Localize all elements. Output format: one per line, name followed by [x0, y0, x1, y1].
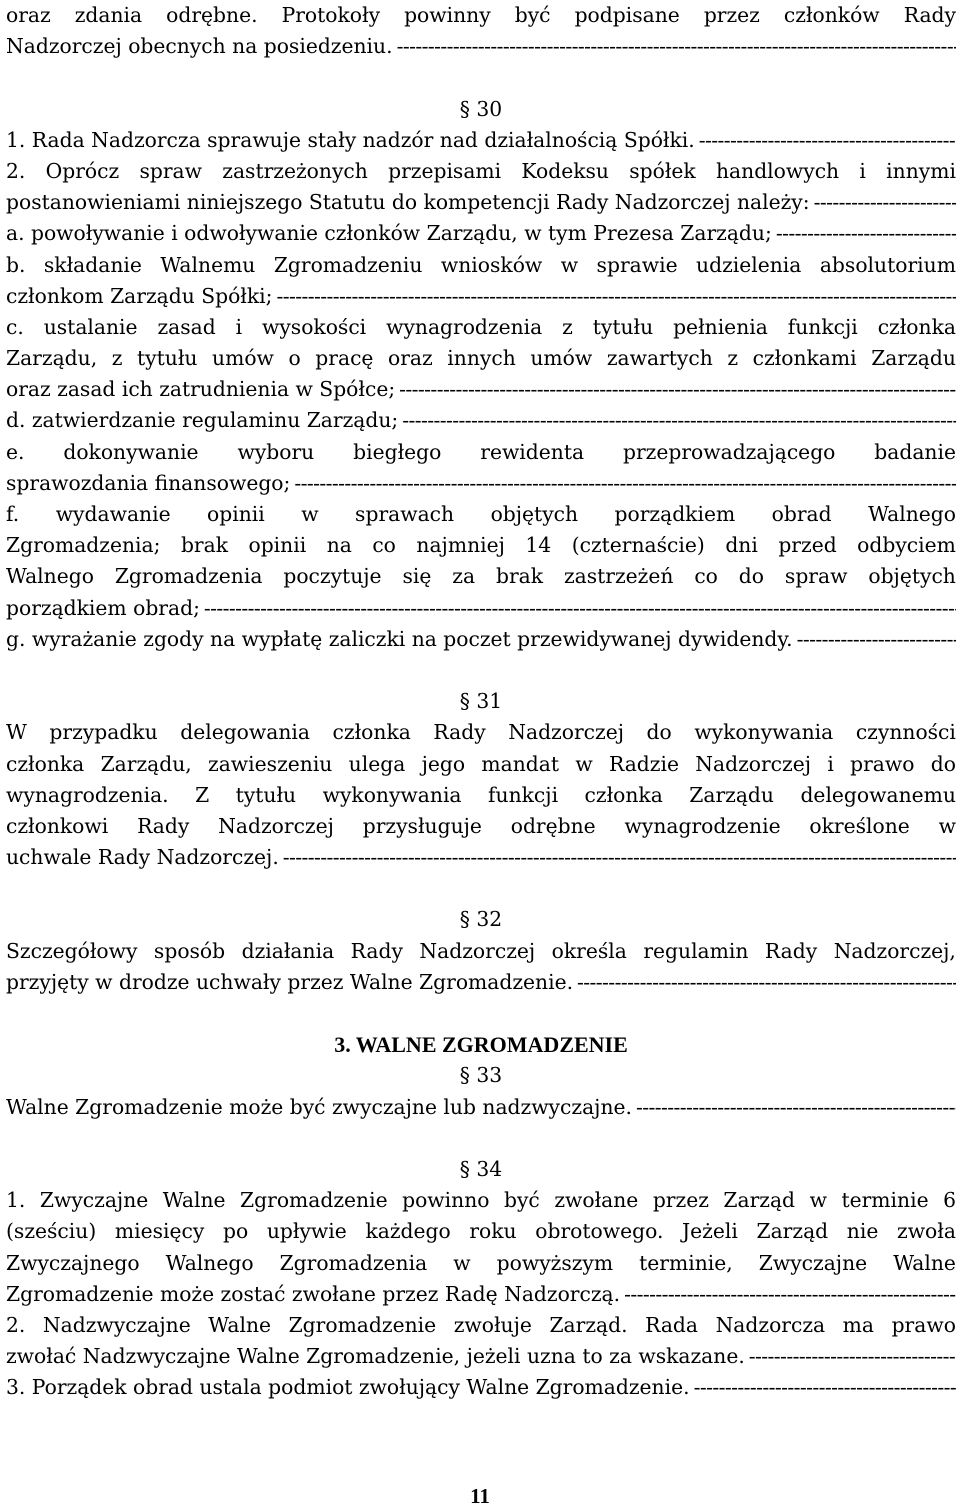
line-text: postanowieniami niniejszego Statutu do kompetencji Rady Nadzorczej należy: — [6, 190, 810, 215]
dash-filler — [620, 1279, 956, 1310]
paragraph-spacer — [6, 998, 956, 1029]
text-line: e. dokonywanie wyboru biegłego rewidenta przeprowadzającego badanie — [6, 439, 956, 464]
dash-filler — [772, 218, 956, 249]
chapter-heading: 3. WALNE ZGROMADZENIE — [334, 1032, 628, 1058]
section-number: § 33 — [459, 1063, 503, 1088]
dash-filler — [393, 31, 956, 62]
dash-filler — [695, 125, 956, 156]
dash-filler — [745, 1341, 956, 1372]
text-line — [6, 374, 956, 405]
text-line — [6, 842, 956, 873]
text-line — [6, 125, 956, 156]
text-line: 1. Zwyczajne Walne Zgromadzenie powinno być zwołane przez Zarząd w terminie 6 — [6, 1188, 956, 1213]
text-line: oraz zdania odrębne. Protokoły powinny być podpisane przez członków Rady — [6, 3, 956, 27]
dash-filler — [810, 187, 956, 218]
dash-filler — [793, 624, 956, 655]
line-text: a. powoływanie i odwoływanie członków Zarządu, w tym Prezesa Zarządu; — [6, 221, 772, 246]
text-line: członkowi Rady Nadzorczej przysługuje odrębne wynagrodzenie określone w — [6, 813, 956, 838]
text-line: c. ustalanie zasad i wysokości wynagrodzenia z tytułu pełnienia funkcji członka — [6, 314, 956, 339]
text-line — [6, 405, 956, 436]
line-text: sprawozdania finansowego; — [6, 470, 291, 495]
text-line — [6, 1092, 956, 1123]
text-line: W przypadku delegowania członka Rady Nadzorczej do wykonywania czynności — [6, 720, 956, 745]
paragraph — [6, 1185, 956, 1403]
dash-filler — [200, 593, 956, 624]
text-line — [6, 187, 956, 218]
paragraph — [6, 717, 956, 873]
text-line: Szczegółowy sposób działania Rady Nadzorczej określa regulamin Rady Nadzorczej, — [6, 938, 956, 963]
text-line — [6, 31, 956, 62]
text-line — [6, 593, 956, 624]
line-text: g. wyrażanie zgody na wypłatę zaliczki na poczet przewidywanej dywidendy. — [6, 626, 793, 651]
line-text: Nadzorczej obecnych na posiedzeniu. — [6, 34, 393, 59]
text-line: Zwyczajnego Walnego Zgromadzenia w powyższym terminie, Zwyczajne Walne — [6, 1250, 956, 1275]
dash-filler — [279, 842, 956, 873]
line-text: członkom Zarządu Spółki; — [6, 283, 273, 308]
text-line — [6, 624, 956, 655]
text-line: (sześciu) miesięcy po upływie każdego roku obrotowego. Jeżeli Zarząd nie zwoła — [6, 1219, 956, 1244]
dash-filler — [395, 374, 956, 405]
paragraph-spacer — [6, 62, 956, 93]
text-line: Zgromadzenia; brak opinii na co najmniej 14 (czternaście) dni przed odbyciem — [6, 533, 956, 558]
paragraph — [6, 125, 956, 655]
dash-filler — [632, 1092, 956, 1123]
line-text: uchwale Rady Nadzorczej. — [6, 845, 279, 870]
text-line: członka Zarządu, zawieszeniu ulega jego mandat w Radzie Nadzorczej i prawo do — [6, 751, 956, 776]
paragraph — [6, 936, 956, 998]
text-line: f. wydawanie opinii w sprawach objętych porządkiem obrad Walnego — [6, 502, 956, 526]
section-number: § 31 — [459, 689, 503, 714]
line-text: 1. Rada Nadzorcza sprawuje stały nadzór nad działalnością Spółki. — [6, 127, 695, 152]
dash-filler — [290, 468, 956, 499]
section-number: § 34 — [459, 1156, 503, 1181]
text-line — [6, 967, 956, 998]
section-number: § 32 — [459, 907, 503, 932]
text-line: Walnego Zgromadzenia poczytuje się za brak zastrzeżeń co do spraw objętych — [6, 564, 956, 589]
text-line — [6, 1341, 956, 1372]
paragraph-spacer — [6, 655, 956, 686]
text-line — [6, 218, 956, 249]
dash-filler — [573, 967, 956, 998]
line-text: 3. Porządek obrad ustala podmiot zwołujący Walne Zgromadzenie. — [6, 1375, 690, 1400]
text-line — [6, 1372, 956, 1403]
line-text: Zgromadzenie może zostać zwołane przez Radę Nadzorczą. — [6, 1281, 621, 1306]
paragraph-spacer — [6, 1123, 956, 1154]
paragraph — [6, 0, 956, 62]
text-line: Zarządu, z tytułu umów o pracę oraz innych umów zawartych z członkami Zarządu — [6, 346, 956, 371]
line-text: zwołać Nadzwyczajne Walne Zgromadzenie, jeżeli uzna to za wskazane. — [6, 1344, 745, 1369]
paragraph-spacer — [6, 873, 956, 904]
line-text: d. zatwierdzanie regulaminu Zarządu; — [6, 408, 399, 433]
line-text: Walne Zgromadzenie może być zwyczajne lub nadzwyczajne. — [6, 1094, 632, 1119]
line-text: oraz zasad ich zatrudnienia w Spółce; — [6, 377, 396, 402]
line-text: przyjęty w drodze uchwały przez Walne Zgromadzenie. — [6, 969, 574, 994]
text-line — [6, 281, 956, 312]
text-line: 2. Nadzwyczajne Walne Zgromadzenie zwołuje Zarząd. Rada Nadzorcza ma prawo — [6, 1312, 956, 1337]
dash-filler — [690, 1372, 956, 1403]
text-line: 2. Oprócz spraw zastrzeżonych przepisami Kodeksu spółek handlowych i innymi — [6, 158, 956, 183]
document-page — [6, 0, 956, 1403]
text-line — [6, 468, 956, 499]
text-line: b. składanie Walnemu Zgromadzeniu wniosków w sprawie udzielenia absolutorium — [6, 252, 956, 277]
text-line — [6, 1279, 956, 1310]
line-text: porządkiem obrad; — [6, 595, 200, 620]
dash-filler — [398, 405, 956, 436]
text-line: wynagrodzenia. Z tytułu wykonywania funkcji członka Zarządu delegowanemu — [6, 782, 956, 807]
paragraph — [6, 1092, 956, 1123]
page-number: 11 — [470, 1484, 490, 1508]
section-number: § 30 — [459, 96, 503, 121]
dash-filler — [273, 281, 957, 312]
